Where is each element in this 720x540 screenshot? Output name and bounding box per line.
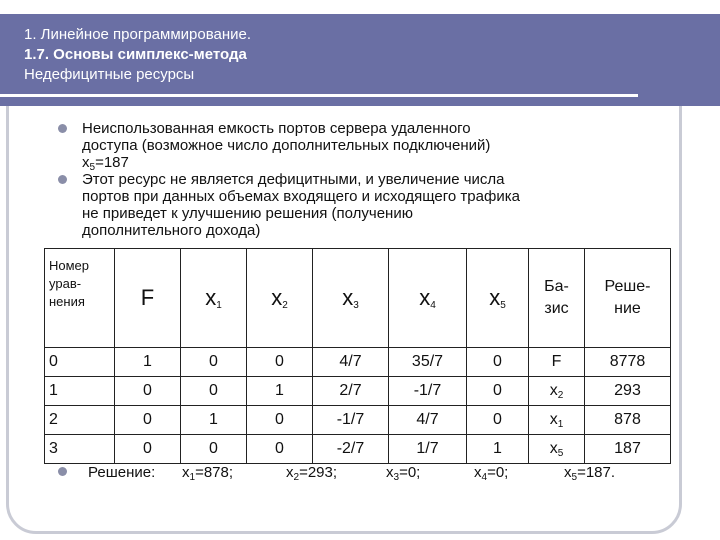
cell-x4: 35/7 [389, 348, 467, 377]
col-basis [529, 249, 585, 348]
cell-eq: 3 [45, 435, 115, 464]
bullet-item-1 [56, 120, 656, 171]
col-sub: 3 [353, 300, 359, 311]
cell-x3: 4/7 [313, 348, 389, 377]
table-row [45, 377, 671, 406]
cell-x3: 2/7 [313, 377, 389, 406]
solution-x2 [286, 464, 337, 481]
cell-x5: 1 [467, 435, 529, 464]
cell-basis [529, 435, 585, 464]
basis-var: x [549, 382, 558, 399]
col-basis-line-2: зис [544, 300, 569, 317]
cell-x1: 0 [181, 348, 247, 377]
cell-solution: 878 [585, 406, 671, 435]
table-row [45, 348, 671, 377]
sol-val: =187. [577, 464, 616, 481]
basis-var: x [549, 411, 558, 428]
cell-eq: 0 [45, 348, 115, 377]
basis-sub: 1 [557, 419, 564, 430]
cell-x1: 0 [181, 435, 247, 464]
col-x: x [342, 285, 354, 310]
basis-sub: 5 [557, 448, 564, 459]
cell-F: 0 [115, 406, 181, 435]
cell-x5: 0 [467, 406, 529, 435]
sol-var: x [182, 464, 190, 481]
col-x: x [419, 285, 431, 310]
cell-x4: -1/7 [389, 377, 467, 406]
cell-basis [529, 406, 585, 435]
col-sub: 1 [216, 300, 222, 311]
col-solution [585, 249, 671, 348]
col-sub: 5 [500, 300, 506, 311]
col-x: x [205, 285, 217, 310]
solution-label: Решение: [88, 464, 156, 481]
slide-header [0, 14, 720, 106]
col-solution-line-2: ние [614, 300, 641, 317]
col-eq-line-1: Номер [49, 258, 90, 273]
bullet-dot-icon [58, 175, 67, 184]
header-line-3: Недефицитные ресурсы [24, 66, 195, 83]
sol-var: x [286, 464, 294, 481]
sol-sub: 5 [571, 472, 578, 483]
solution-x4 [474, 464, 508, 481]
col-solution-line-1: Реше- [604, 278, 651, 295]
sol-sub: 2 [293, 472, 300, 483]
cell-x1: 1 [181, 406, 247, 435]
cell-x2: 0 [247, 435, 313, 464]
col-F: F [115, 249, 181, 348]
col-equation-number [45, 249, 115, 348]
cell-F: 0 [115, 435, 181, 464]
col-x4 [389, 249, 467, 348]
solution-x1 [182, 464, 233, 481]
cell-basis [529, 348, 585, 377]
sol-val: =0; [487, 464, 509, 481]
cell-solution: 293 [585, 377, 671, 406]
header-line-1: 1. Линейное программирование. [24, 26, 252, 43]
header-line-2: 1.7. Основы симплекс-метода [24, 46, 247, 63]
col-x5 [467, 249, 529, 348]
var-value: =187 [95, 154, 129, 171]
sol-sub: 1 [189, 472, 196, 483]
col-x1 [181, 249, 247, 348]
cell-solution: 8778 [585, 348, 671, 377]
basis-var: F [551, 353, 562, 370]
col-sub: 2 [282, 300, 288, 311]
cell-x4: 1/7 [389, 435, 467, 464]
sol-val: =878; [195, 464, 234, 481]
bullet-dot-icon [58, 124, 67, 133]
cell-F: 1 [115, 348, 181, 377]
cell-x3: -1/7 [313, 406, 389, 435]
basis-var: x [549, 440, 558, 457]
bullet-2-line-1: Этот ресурс не является дефицитными, и увеличение числа [82, 171, 505, 188]
table-row [45, 406, 671, 435]
bullet-2-line-4: дополнительного дохода) [82, 222, 261, 239]
cell-F: 0 [115, 377, 181, 406]
table-row [45, 435, 671, 464]
cell-x2: 1 [247, 377, 313, 406]
col-eq-line-2: урав- [49, 276, 82, 291]
sol-var: x [564, 464, 572, 481]
cell-x5: 0 [467, 377, 529, 406]
sol-val: =0; [399, 464, 421, 481]
cell-eq: 1 [45, 377, 115, 406]
cell-eq: 2 [45, 406, 115, 435]
col-x: x [271, 285, 283, 310]
bullet-item-2 [56, 171, 656, 239]
cell-x3: -2/7 [313, 435, 389, 464]
col-basis-line-1: Ба- [544, 278, 569, 295]
col-eq-line-3: нения [49, 294, 85, 309]
table-header-row [45, 249, 671, 348]
cell-basis [529, 377, 585, 406]
basis-sub: 2 [557, 390, 564, 401]
var-x: x [82, 154, 90, 171]
sol-val: =293; [299, 464, 338, 481]
bullet-2-line-3: не приведет к улучшению решения (получению [82, 205, 413, 222]
bullet-list [56, 120, 656, 239]
sol-sub: 3 [393, 472, 400, 483]
col-x: x [489, 285, 501, 310]
sol-sub: 4 [481, 472, 488, 483]
col-x2 [247, 249, 313, 348]
cell-x2: 0 [247, 348, 313, 377]
bullet-1-line-2: доступа (возможное число дополнительных подключений) [82, 137, 491, 154]
simplex-table [44, 248, 671, 464]
cell-x4: 4/7 [389, 406, 467, 435]
cell-x2: 0 [247, 406, 313, 435]
bullet-2-line-2: портов при данных объемах входящего и исходящего трафика [82, 188, 520, 205]
bullet-1-line-1: Неиспользованная емкость портов сервера удаленного [82, 120, 471, 137]
var-sub: 5 [89, 162, 96, 173]
sol-var: x [474, 464, 482, 481]
solution-x5 [564, 464, 615, 481]
bullet-1-line-3 [82, 154, 656, 171]
col-sub: 4 [430, 300, 436, 311]
cell-x5: 0 [467, 348, 529, 377]
sol-var: x [386, 464, 394, 481]
cell-x1: 0 [181, 377, 247, 406]
bullet-dot-icon [58, 467, 67, 476]
col-x3 [313, 249, 389, 348]
solution-x3 [386, 464, 420, 481]
cell-solution: 187 [585, 435, 671, 464]
header-rule [0, 94, 638, 97]
